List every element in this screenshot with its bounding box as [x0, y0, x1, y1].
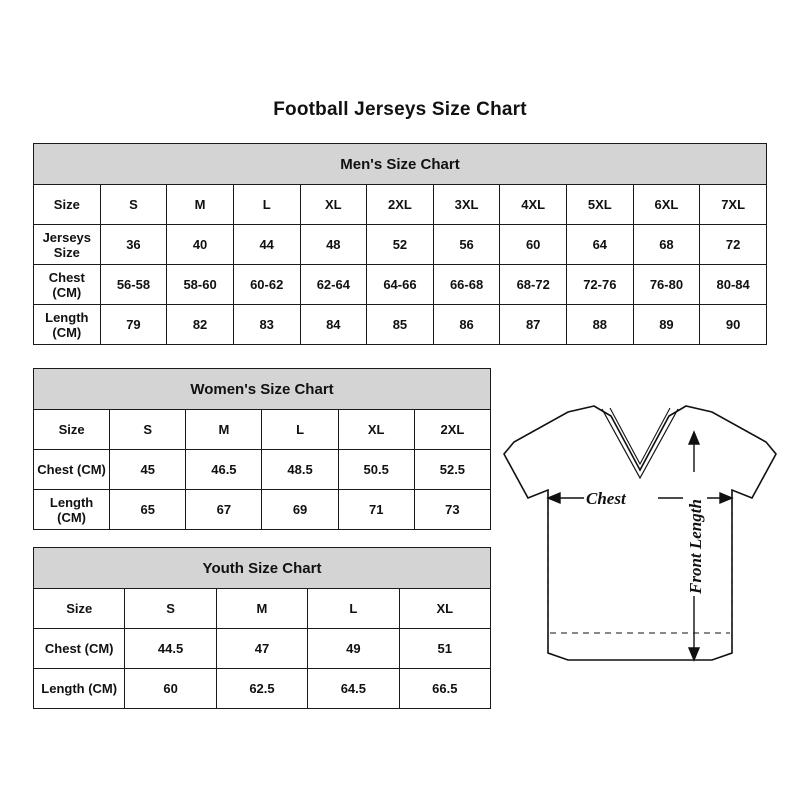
table-cell: 64-66: [367, 265, 434, 305]
row-label: Jerseys Size: [34, 225, 101, 265]
table-cell: 52.5: [414, 450, 490, 490]
front-length-label: Front Length: [686, 499, 705, 594]
table-cell: 76-80: [633, 265, 700, 305]
table-cell: 72: [700, 225, 767, 265]
womens-size-chart-table: [33, 368, 491, 530]
table-header-row: [34, 144, 767, 185]
table-row: [34, 225, 767, 265]
table-cell: XL: [399, 589, 490, 629]
table-cell: 65: [110, 490, 186, 530]
page-title: Football Jerseys Size Chart: [273, 99, 527, 120]
table-cell: 88: [567, 305, 634, 345]
row-label: Chest (CM): [34, 265, 101, 305]
table-cell: 87: [500, 305, 567, 345]
row-label: Length (CM): [34, 669, 125, 709]
youth-size-chart-table: [33, 547, 491, 709]
jersey-outline-icon: [504, 406, 776, 660]
table-row: [34, 490, 491, 530]
table-cell: 84: [300, 305, 367, 345]
table-row: [34, 450, 491, 490]
table-row: [34, 589, 491, 629]
table-cell: 72-76: [567, 265, 634, 305]
table-row: [34, 410, 491, 450]
chest-label: Chest: [586, 489, 626, 508]
table-cell: 2XL: [414, 410, 490, 450]
table-cell: S: [100, 185, 167, 225]
table-cell: M: [186, 410, 262, 450]
table-cell: 66-68: [433, 265, 500, 305]
row-label: Length (CM): [34, 305, 101, 345]
table-cell: 50.5: [338, 450, 414, 490]
table-cell: 36: [100, 225, 167, 265]
table-row: [34, 669, 491, 709]
table-header-row: [34, 548, 491, 589]
table-cell: L: [262, 410, 338, 450]
table-cell: 56-58: [100, 265, 167, 305]
mens-size-chart-table: [33, 143, 767, 345]
table-cell: 80-84: [700, 265, 767, 305]
table-cell: 2XL: [367, 185, 434, 225]
table-cell: 73: [414, 490, 490, 530]
table-cell: 62-64: [300, 265, 367, 305]
table-cell: XL: [300, 185, 367, 225]
table-cell: 52: [367, 225, 434, 265]
table-cell: 47: [216, 629, 307, 669]
row-label: Size: [34, 589, 125, 629]
table-row: [34, 305, 767, 345]
table-cell: 49: [308, 629, 399, 669]
row-label: Size: [34, 185, 101, 225]
table-cell: 90: [700, 305, 767, 345]
table-cell: 89: [633, 305, 700, 345]
table-row: [34, 265, 767, 305]
table-cell: M: [216, 589, 307, 629]
table-cell: 60: [125, 669, 216, 709]
table-cell: S: [125, 589, 216, 629]
table-cell: 82: [167, 305, 234, 345]
row-label: Chest (CM): [34, 450, 110, 490]
table-cell: 68: [633, 225, 700, 265]
table-cell: 64.5: [308, 669, 399, 709]
womens-size-chart-heading: Women's Size Chart: [34, 369, 491, 410]
table-cell: 3XL: [433, 185, 500, 225]
table-cell: 68-72: [500, 265, 567, 305]
table-cell: 60: [500, 225, 567, 265]
table-cell: 5XL: [567, 185, 634, 225]
row-label: Length (CM): [34, 490, 110, 530]
table-cell: 60-62: [233, 265, 300, 305]
table-cell: 83: [233, 305, 300, 345]
table-cell: 44: [233, 225, 300, 265]
table-cell: S: [110, 410, 186, 450]
table-cell: 4XL: [500, 185, 567, 225]
table-cell: 56: [433, 225, 500, 265]
table-row: [34, 185, 767, 225]
table-cell: 48.5: [262, 450, 338, 490]
table-cell: 64: [567, 225, 634, 265]
table-cell: 48: [300, 225, 367, 265]
table-cell: 7XL: [700, 185, 767, 225]
table-cell: 71: [338, 490, 414, 530]
table-cell: M: [167, 185, 234, 225]
table-cell: 45: [110, 450, 186, 490]
youth-size-chart-heading: Youth Size Chart: [34, 548, 491, 589]
row-label: Size: [34, 410, 110, 450]
mens-size-chart-heading: Men's Size Chart: [34, 144, 767, 185]
table-cell: 58-60: [167, 265, 234, 305]
table-cell: 67: [186, 490, 262, 530]
table-cell: 79: [100, 305, 167, 345]
row-label: Chest (CM): [34, 629, 125, 669]
table-cell: L: [308, 589, 399, 629]
table-cell: 51: [399, 629, 490, 669]
table-cell: 40: [167, 225, 234, 265]
jersey-measurement-diagram: [498, 398, 782, 688]
table-cell: 6XL: [633, 185, 700, 225]
table-cell: 46.5: [186, 450, 262, 490]
table-cell: L: [233, 185, 300, 225]
table-cell: 86: [433, 305, 500, 345]
table-cell: 44.5: [125, 629, 216, 669]
table-row: [34, 629, 491, 669]
table-cell: 85: [367, 305, 434, 345]
table-cell: XL: [338, 410, 414, 450]
table-cell: 69: [262, 490, 338, 530]
table-header-row: [34, 369, 491, 410]
table-cell: 66.5: [399, 669, 490, 709]
table-cell: 62.5: [216, 669, 307, 709]
